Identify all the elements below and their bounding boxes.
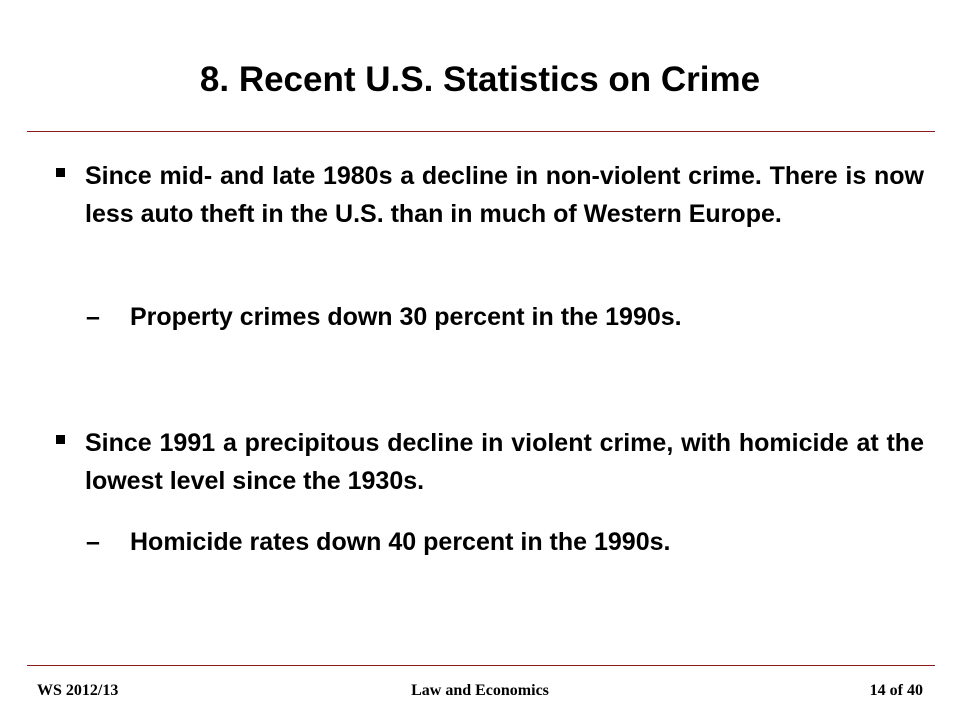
bullet-item xyxy=(56,424,924,500)
dash-marker: – xyxy=(86,528,100,556)
footer-divider xyxy=(27,665,935,666)
square-bullet-icon xyxy=(56,435,65,444)
slide-title: 8. Recent U.S. Statistics on Crime xyxy=(199,60,761,99)
sub-bullet-text: Homicide rates down 40 percent in the 1990s. xyxy=(130,528,671,556)
sub-bullet-item xyxy=(86,298,924,336)
title-divider xyxy=(27,131,935,132)
sub-bullet-item xyxy=(86,523,924,561)
sub-bullet-text: Property crimes down 30 percent in the 1990s. xyxy=(130,303,682,331)
footer-page-number: 14 of 40 xyxy=(869,682,923,699)
dash-marker: – xyxy=(86,303,100,331)
bullet-item xyxy=(56,157,924,233)
footer-term: WS 2012/13 xyxy=(37,682,119,699)
footer-course: Law and Economics xyxy=(411,682,549,699)
bullet-text: Since 1991 a precipitous decline in violent crime, with homicide at the lowest level since the 1930s. xyxy=(85,429,924,495)
bullet-text: Since mid- and late 1980s a decline in non-violent crime. There is now less auto theft in the U.S. than in much of Western Europe. xyxy=(85,162,924,228)
square-bullet-icon xyxy=(56,168,65,177)
